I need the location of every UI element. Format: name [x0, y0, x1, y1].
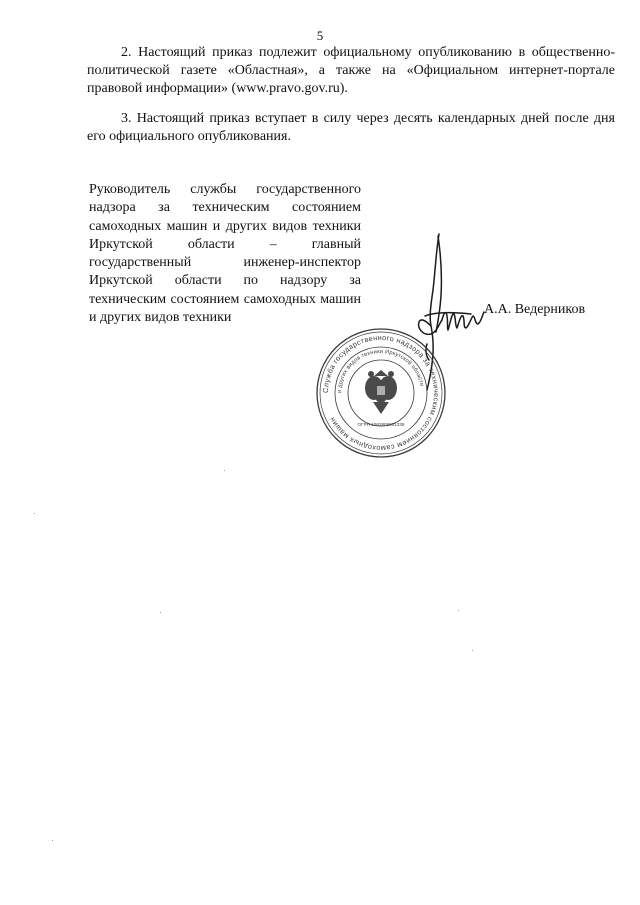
scan-speck: [458, 610, 459, 611]
page-number: 5: [316, 28, 324, 43]
scan-speck: [472, 650, 473, 651]
scan-speck: [160, 612, 161, 613]
paragraph-3: 3. Настоящий приказ вступает в силу через десять календарных дней после дня его официального опубликования.: [87, 111, 615, 144]
seal-inner-text: и других видов техники Иркутской области: [336, 348, 425, 394]
official-seal: [314, 326, 448, 460]
paragraph-2: 2. Настоящий приказ подлежит официальному опубликованию в общественно-политической газете «Областная», а также на «Официальном интернет-портале правовой информации» (www.pravo.gov.ru).: [87, 45, 615, 96]
signer-position: Руководитель службы государственного надзора за техническим состоянием самоходных машин и других видов техники Иркутской области – главный государственный инженер-инспектор Иркутской области по надзору за техническим состоянием самоходных машин и других видов техники: [89, 182, 361, 326]
eagle-emblem-icon: [365, 370, 397, 414]
signer-name: А.А. Ведерников: [484, 302, 586, 317]
seal-outer-text: Служба государственного надзора за техническим состоянием самоходных машин: [320, 332, 442, 454]
seal-center-text: ОГРН 1083808001339: [357, 422, 405, 427]
scan-speck: [224, 470, 225, 471]
scan-speck: [52, 840, 53, 841]
scan-speck: [34, 513, 35, 514]
